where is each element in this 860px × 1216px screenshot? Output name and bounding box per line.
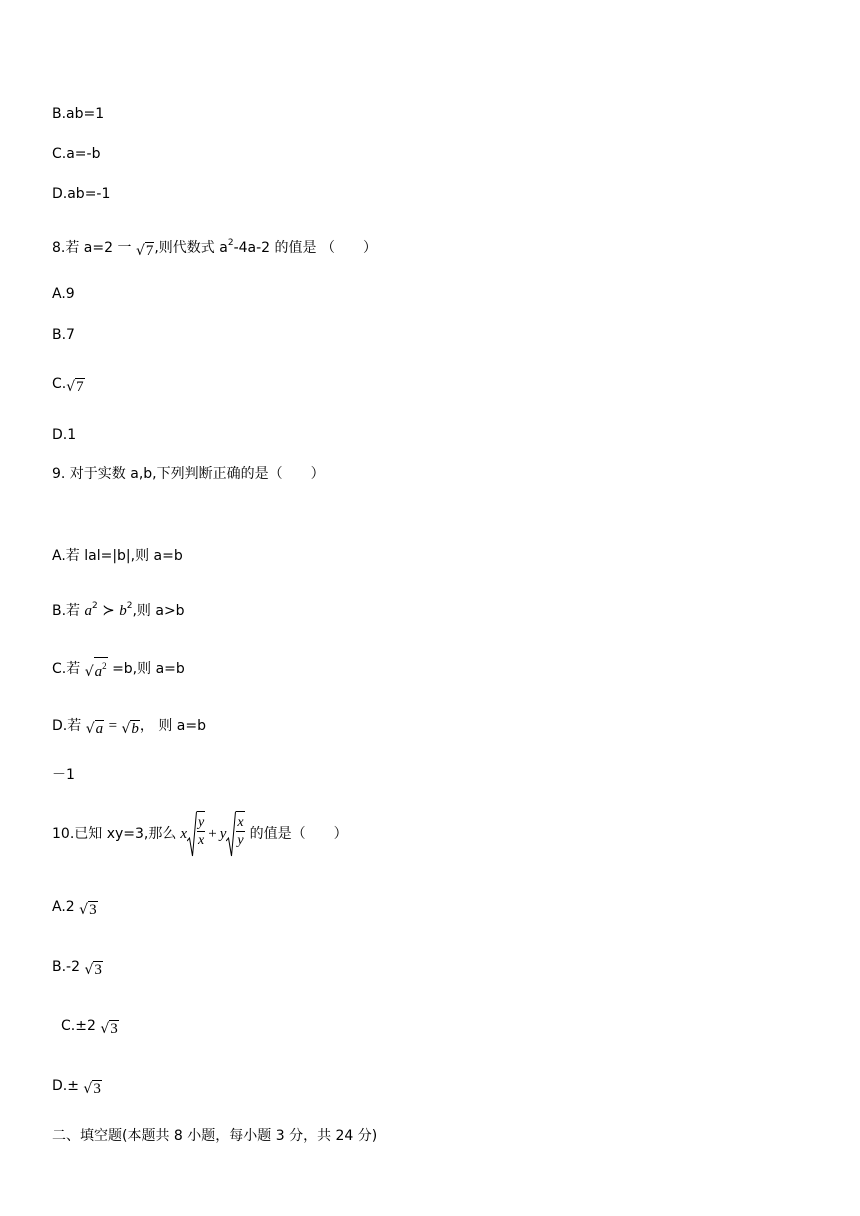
q10-c-radicand: 3 [110, 1021, 118, 1037]
sqrt-3: √ 3 [100, 1021, 118, 1037]
sqrt-7: √ 7 [135, 243, 154, 259]
q10-b-radicand: 3 [94, 962, 102, 978]
option-9b [52, 596, 185, 621]
option-9c [52, 657, 185, 680]
q10-frac2-numerator: x [237, 815, 244, 830]
q10-c-label: C.±2 [61, 1018, 96, 1034]
q8-middle: ,则代数式 a [154, 240, 228, 256]
q9-d-tail: ， 则 a=b [139, 718, 207, 734]
sqrt-b: √ b [121, 721, 139, 737]
sqrt-3: √ 3 [79, 902, 97, 918]
sqrt-3: √ 3 [83, 1081, 101, 1097]
q9-b-a: a [84, 603, 93, 619]
q10-a-radicand: 3 [89, 902, 97, 918]
q8-radicand: 7 [145, 243, 154, 259]
option-8a: A.9 [52, 286, 75, 302]
option-7b: B.ab=1 [52, 106, 105, 122]
radical-icon [187, 811, 197, 857]
option-8b: B.7 [52, 327, 75, 343]
q8-c-radicand: 7 [76, 379, 84, 395]
q9-d-right: b [131, 721, 139, 737]
q10-frac2-denominator: y [237, 833, 244, 848]
stray-text: －1 [52, 767, 75, 783]
q9-b-label: B.若 [52, 603, 81, 619]
q8-c-label: C. [52, 376, 67, 392]
option-10b [52, 957, 103, 978]
q10-plus: + [208, 826, 217, 842]
question-9: 9. 对于实数 a,b,下列判断正确的是（ ） [52, 466, 325, 482]
q9-b-exp-b: 2 [126, 601, 133, 611]
option-7d: D.ab=-1 [52, 186, 111, 202]
q9-b-tail: ,则 a>b [132, 603, 185, 619]
sqrt-a-squared: √ $a^2$ [85, 657, 108, 680]
q8-suffix: -4a-2 的值是 （ ） [233, 240, 377, 256]
option-7c: C.a=-b [52, 146, 101, 162]
q8-superscript: 2 [227, 238, 234, 248]
q10-d-radicand: 3 [93, 1081, 101, 1097]
question-10 [52, 806, 348, 862]
q10-b-label: B.-2 [52, 959, 81, 975]
option-8d: D.1 [52, 427, 77, 443]
q10-d-label: D.± [52, 1078, 79, 1094]
q9-c-radicand: a [94, 664, 103, 680]
q9-d-label: D.若 [52, 718, 82, 734]
radical-icon [226, 811, 236, 857]
q9-c-label: C.若 [52, 661, 81, 677]
q9-b-relation: ≻ [102, 603, 115, 619]
q10-x: x [180, 826, 188, 842]
q9-d-left: a [95, 721, 104, 737]
option-10c [61, 1016, 119, 1037]
sqrt-x-over-y [226, 811, 244, 857]
option-10d [52, 1076, 102, 1097]
question-8 [52, 233, 377, 259]
section-heading: 二、填空题(本题共 8 小题，每小题 3 分，共 24 分) [52, 1128, 378, 1144]
option-9a: A.若 lal=|b|,则 a=b [52, 548, 183, 564]
q10-a-label: A.2 [52, 899, 75, 915]
q8-prefix: 8.若 a=2 一 [52, 240, 132, 256]
q10-frac1-denominator: x [198, 833, 205, 848]
q10-prefix: 10.已知 xy=3,那么 [52, 826, 177, 842]
option-10a [52, 897, 98, 918]
q9-b-exp-a: 2 [92, 601, 98, 611]
option-9d [52, 716, 206, 737]
q9-b-b: b [119, 603, 127, 619]
q10-frac1-numerator: y [198, 815, 205, 830]
q10-suffix: 的值是（ ） [249, 826, 348, 842]
q10-y: y [219, 826, 227, 842]
option-8c [52, 374, 85, 395]
sqrt-3: √ 3 [84, 962, 102, 978]
q9-c-tail: =b,则 a=b [112, 661, 185, 677]
q9-d-equals: = [108, 718, 118, 734]
sqrt-a: √ a [85, 721, 104, 737]
sqrt-y-over-x [187, 811, 205, 857]
sqrt-7: √ 7 [66, 379, 84, 395]
q9-c-exp: 2 [102, 661, 107, 671]
